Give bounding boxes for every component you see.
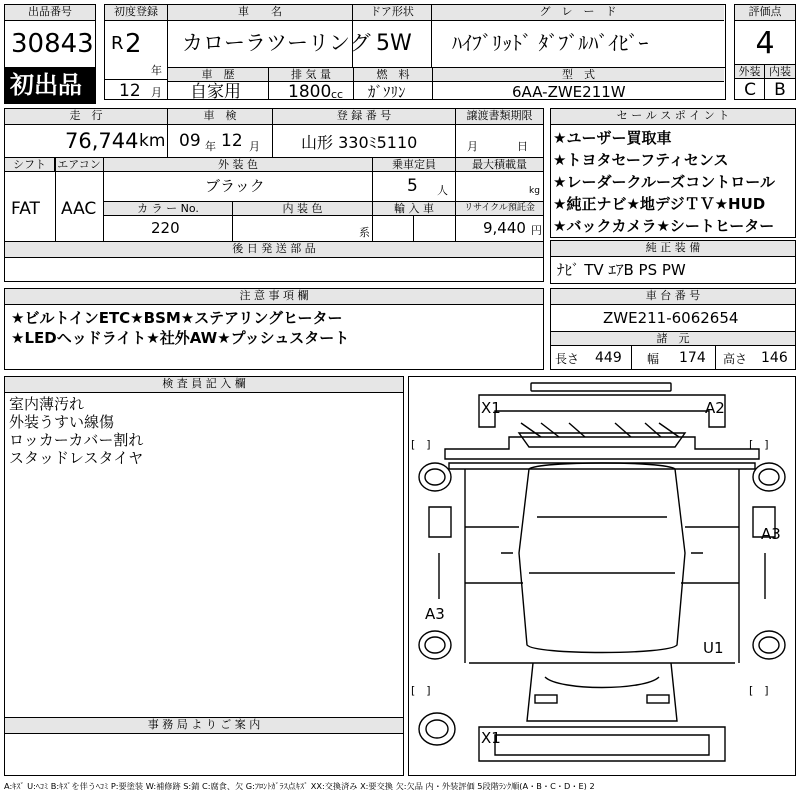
lot-number: 30843 [11,29,94,59]
shift: FAT [11,199,40,219]
month: 12 [119,81,141,101]
displacement-unit: cc [331,88,344,101]
model-header: 型 式 [433,68,724,82]
score-header: 評価点 [735,5,795,21]
sales-point: ★ユーザー買取車 [553,129,672,147]
damage-mark-a3-left: A3 [425,605,445,623]
era: R [111,33,124,54]
fuel: ｶﾞｿﾘﾝ [368,83,406,101]
bracket-mark: [ ] [749,438,769,451]
legend: A:ｷｽﾞ U:ﾍｺﾐ B:ｷｽﾞを伴うﾍｺﾐ P:要塗装 W:補修跡 S:錆 C:腐食、欠 G:ﾌﾛﾝﾄｶﾞﾗｽ点ｷｽﾞ XX:交換済み X:要交換 欠:欠品 内・外装評価 5段階ﾗﾝｸ順(A・B・C・D・E) 2 [4,782,595,791]
length-value: 449 [595,350,622,366]
score-cell [734,4,796,100]
std-equipment: ﾅﾋﾞ TV ｴｱB PS PW [557,261,686,279]
month-unit: 月 [151,86,162,99]
exterior-header: 外装 [735,65,765,79]
std-equipment-header: 純 正 装 備 [551,241,795,257]
bracket-mark: [ ] [411,684,431,697]
capacity-header: 乗車定員 [373,158,455,172]
ext-color-header: 外 装 色 [104,158,372,172]
lot-number-header: 出品番号 [5,5,95,21]
recycle-header: リサイクル預託金 [456,202,543,216]
caution-header: 注 意 事 項 欄 [5,289,543,305]
top-section [4,4,796,104]
inspection-header: 車 検 [168,109,272,125]
color-no: 220 [151,219,180,237]
car-name-header: 車 名 [168,5,352,21]
transfer-month: 月 [467,140,478,153]
car-diagram [408,376,796,776]
sales-point: ★純正ナビ★地デジＴＶ★HUD [553,195,766,213]
year: 2 [125,29,142,59]
history: 自家用 [190,82,241,102]
sales-points-header: セ ー ル ス ポ イ ン ト [551,109,795,125]
chassis-section [550,288,796,370]
max-load-header: 最大積載量 [456,158,543,172]
first-registration-header: 初度登録 [105,5,167,21]
mileage-header: 走 行 [5,109,167,125]
bracket-mark: [ ] [749,684,769,697]
history-header: 車 歴 [168,68,268,82]
car-name: カローラツーリング [182,31,371,55]
capacity-unit: 人 [437,184,448,197]
grade-header: グ レ ー ド [432,5,724,21]
year-unit: 年 [151,64,162,77]
dims-header: 諸 元 [551,332,795,346]
door-type-header: ドア形状 [353,5,431,21]
fuel-header: 燃 料 [354,68,432,82]
inspection-year-unit: 年 [205,140,216,153]
registration-header: 登 録 番 号 [273,109,455,125]
sales-point: ★トヨタセーフティセンス [553,151,729,169]
chassis-number: ZWE211-6062654 [603,309,739,327]
import-header: 輸 入 車 [373,202,455,216]
sales-point: ★レーダークルーズコントロール [553,173,775,191]
shift-header: シフト [5,158,55,172]
car-spec-row [168,67,726,100]
car-info-row [168,4,726,68]
grade: ﾊｲﾌﾞﾘｯﾄﾞ ﾀﾞﾌﾞﾙﾊﾞｲﾋﾞｰ [452,31,649,55]
damage-mark-u1: U1 [703,639,724,657]
interior-header: 内装 [765,65,795,79]
office-header: 事 務 局 よ り ご 案 内 [5,718,403,734]
displacement-header: 排 気 量 [269,68,353,82]
damage-mark-a3-right: A3 [761,525,781,543]
recycle-amount: 9,440 [483,219,526,237]
mileage: 76,744 [65,129,139,153]
chassis-header: 車 台 番 号 [551,289,795,305]
sales-point: ★バックカメラ★シートヒーター [553,217,775,235]
lot-number-cell [4,4,96,68]
inspector-header: 検 査 員 記 入 欄 [5,377,403,393]
later-parts-header: 後 日 発 送 部 品 [5,242,543,258]
transfer-doc-header: 譲渡書類期限 [456,109,543,125]
inspection-month-unit: 月 [249,140,260,153]
office-section [4,718,404,776]
score: 4 [755,26,775,61]
capacity: 5 [407,176,418,196]
inspection-month: 12 [221,131,243,151]
registration-number: 山形 330ﾐ5110 [301,133,418,152]
inspector-note: 室内薄汚れ [9,395,85,413]
aircon-header: エアコン [55,158,103,172]
std-equipment-section [550,240,796,284]
width-label: 幅 [647,352,660,366]
inspector-note: 外装うすい線傷 [9,413,115,431]
int-color-suffix: 系 [359,226,370,239]
inspector-section [4,376,404,718]
first-registration-cell [104,4,168,100]
caution-section [4,288,544,370]
car-diagram-drawing [409,377,795,775]
door-type: 5W [376,31,412,56]
ext-color: ブラック [205,177,265,195]
first-listing-label: 初出品 [10,71,82,99]
displacement: 1800 [288,82,332,102]
damage-mark-x1-rear: X1 [481,729,501,747]
int-color-header: 内 装 色 [233,202,372,216]
color-no-header: カ ラ ー No. [104,202,232,216]
caution-line: ★ビルトインETC★BSM★ステアリングヒーター [11,309,343,327]
height-value: 146 [761,350,788,366]
inspector-note: ロッカーカバー割れ [9,431,144,449]
damage-mark-x1-front: X1 [481,399,501,417]
height-label: 高さ [723,352,748,366]
width-value: 174 [679,350,706,366]
interior-grade: B [774,80,786,100]
inspector-note: スタッドレスタイヤ [9,449,144,467]
aircon: AAC [61,199,97,219]
length-label: 長さ [555,352,580,366]
model: 6AA-ZWE211W [512,83,626,101]
exterior-grade: C [744,80,756,100]
caution-line: ★LEDヘッドライト★社外AW★プッシュスタート [11,329,350,347]
recycle-unit: 円 [531,224,542,237]
damage-mark-a2-front: A2 [705,399,725,417]
later-parts-section [4,242,544,282]
mileage-section [4,108,544,242]
sales-points-section [550,108,796,238]
inspection-year: 09 [179,131,201,151]
transfer-day: 日 [517,140,528,153]
max-load-unit: kg [529,186,540,196]
bracket-mark: [ ] [411,438,431,451]
mileage-unit: km [139,131,166,151]
